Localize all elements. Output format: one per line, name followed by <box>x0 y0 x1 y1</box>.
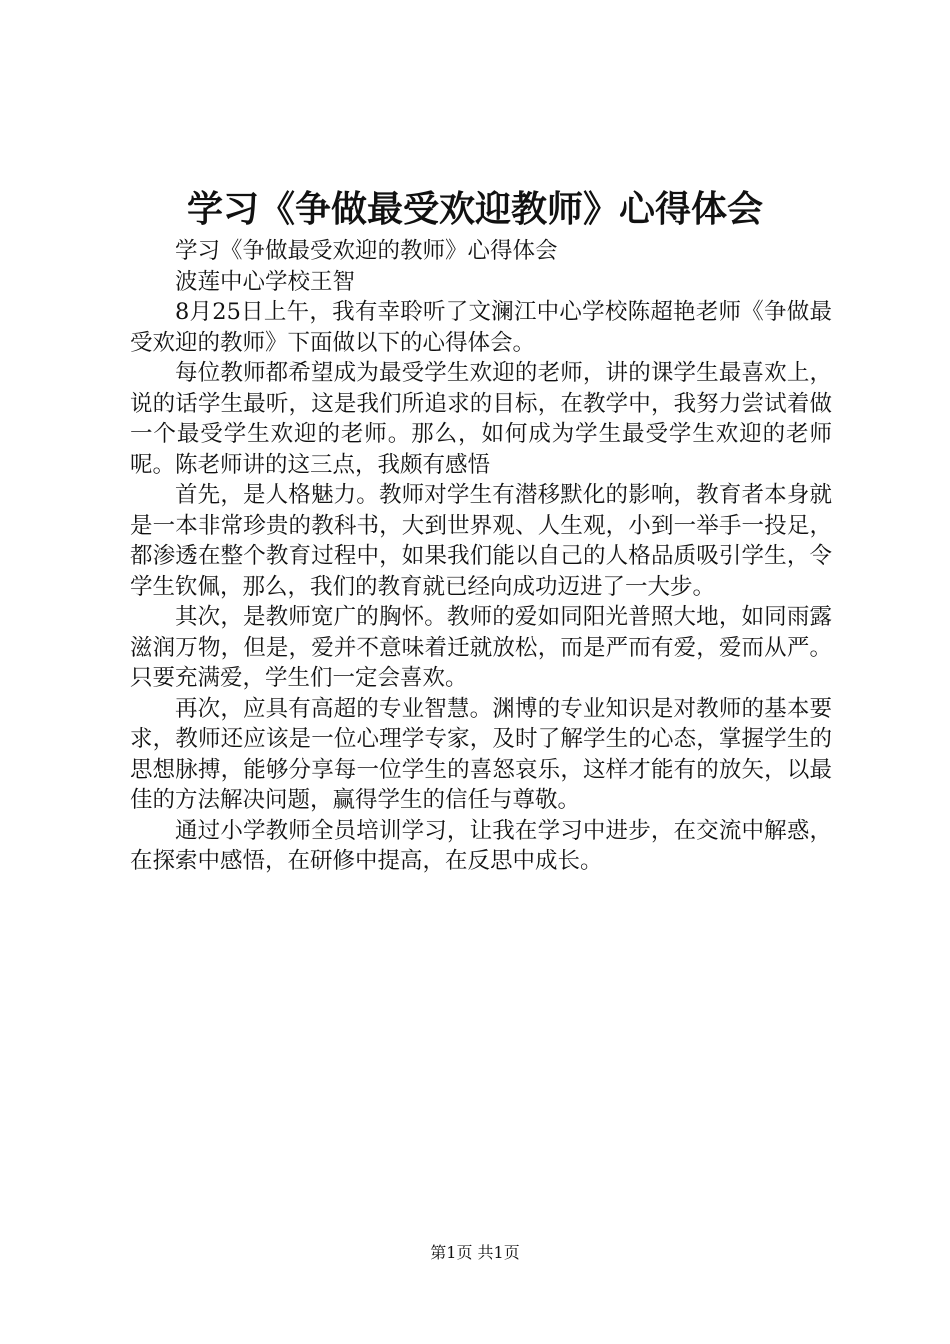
conclusion-paragraph: 通过小学教师全员培训学习，让我在学习中进步，在交流中解惑，在探索中感悟，在研修中提高，在反思中成长。 <box>130 817 832 874</box>
subtitle-paragraph: 学习《争做最受欢迎的教师》心得体会 <box>175 238 558 264</box>
document-title: 学习《争做最受欢迎教师》心得体会 <box>186 188 763 230</box>
body-paragraph: 其次，是教师宽广的胸怀。教师的爱如同阳光普照大地，如同雨露滋润万物，但是，爱并不意味着迁就放松，而是严而有爱，爱而从严。只要充满爱，学生们一定会喜欢。 <box>130 604 832 691</box>
intro-paragraph: 8月25日上午，我有幸聆听了文澜江中心学校陈超艳老师《争做最受欢迎的教师》下面做以下的心得体会。 <box>130 299 832 356</box>
body-paragraph: 每位教师都希望成为最受学生欢迎的老师，讲的课学生最喜欢上，说的话学生最听，这是我们所追求的目标，在教学中，我努力尝试着做一个最受学生欢迎的老师。那么，如何成为学生最受学生欢迎的老师呢。陈老师讲的这三点，我颇有感悟 <box>130 360 832 478</box>
body-paragraph: 首先，是人格魅力。教师对学生有潜移默化的影响，教育者本身就是一本非常珍贵的教科书，大到世界观、人生观，小到一举手一投足，都渗透在整个教育过程中，如果我们能以自己的人格品质吸引学生，令学生钦佩，那么，我们的教育就已经向成功迈进了一大步。 <box>130 482 832 600</box>
document-body <box>130 236 832 877</box>
body-paragraph: 再次，应具有高超的专业智慧。渊博的专业知识是对教师的基本要求，教师还应该是一位心理学专家，及时了解学生的心态，掌握学生的思想脉搏，能够分享每一位学生的喜怒哀乐，这样才能有的放矢，以最佳的方法解决问题，赢得学生的信任与尊敬。 <box>130 695 832 813</box>
author-paragraph: 波莲中心学校王智 <box>175 268 356 295</box>
page-footer: 第1页 共1页 <box>430 1243 520 1262</box>
